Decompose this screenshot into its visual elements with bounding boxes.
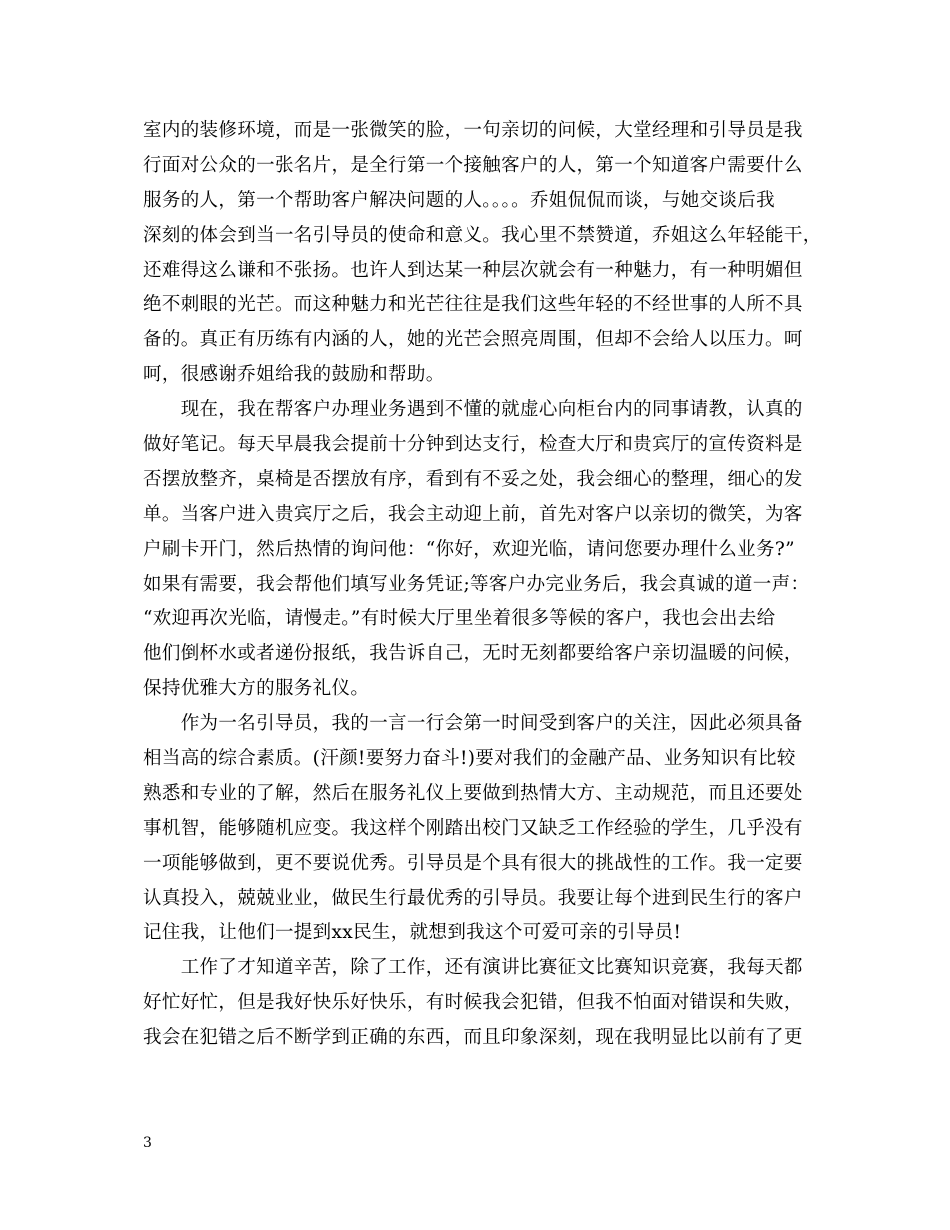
text-line: 单。当客户进入贵宾厅之后，我会主动迎上前，首先对客户以亲切的微笑，为客 bbox=[143, 503, 803, 525]
text-line: 记住我，让他们一提到xx民生，就想到我这个可爱可亲的引导员! bbox=[143, 922, 682, 944]
text-line: 服务的人，第一个帮助客户解决问题的人。。。。乔姐侃侃而谈，与她交谈后我 bbox=[143, 189, 776, 211]
text-line: 一项能够做到，更不要说优秀。引导员是个具有很大的挑战性的工作。我一定要 bbox=[143, 852, 803, 874]
text-line: 深刻的体会到当一名引导员的使命和意义。我心里不禁赞道，乔姐这么年轻能干， bbox=[143, 224, 822, 246]
text-line: 现在，我在帮客户办理业务遇到不懂的就虚心向柜台内的同事请教，认真的 bbox=[143, 399, 803, 421]
text-line: 备的。真正有历练有内涵的人，她的光芒会照亮周围，但却不会给人以压力。呵 bbox=[143, 329, 803, 351]
text-line: 认真投入，兢兢业业，做民生行最优秀的引导员。我要让每个进到民生行的客户 bbox=[143, 887, 803, 909]
text-line: 否摆放整齐，桌椅是否摆放有序，看到有不妥之处，我会细心的整理，细心的发 bbox=[143, 468, 803, 490]
text-line: 如果有需要，我会帮他们填写业务凭证;等客户办完业务后，我会真诚的道一声： bbox=[143, 573, 810, 595]
text-line: 相当高的综合素质。(汗颜!要努力奋斗!)要对我们的金融产品、业务知识有比较 bbox=[143, 748, 796, 770]
text-line: 好忙好忙，但是我好快乐好快乐，有时候我会犯错，但我不怕面对错误和失败， bbox=[143, 992, 803, 1014]
text-line: 行面对公众的一张名片，是全行第一个接触客户的人，第一个知道客户需要什么 bbox=[143, 154, 803, 176]
text-line: 作为一名引导员，我的一言一行会第一时间受到客户的关注，因此必须具备 bbox=[143, 713, 803, 735]
text-line: 室内的装修环境，而是一张微笑的脸，一句亲切的问候，大堂经理和引导员是我 bbox=[143, 120, 803, 141]
text-line: 呵，很感谢乔姐给我的鼓励和帮助。 bbox=[143, 364, 445, 386]
text-line: 熟悉和专业的了解，然后在服务礼仪上要做到热情大方、主动规范，而且还要处 bbox=[143, 782, 803, 804]
text-line: 事机智，能够随机应变。我这样个刚踏出校门又缺乏工作经验的学生，几乎没有 bbox=[143, 817, 803, 839]
text-line: 还难得这么谦和不张扬。也许人到达某一种层次就会有一种魅力，有一种明媚但 bbox=[143, 259, 803, 281]
text-line: 户刷卡开门，然后热情的询问他：“你好，欢迎光临，请问您要办理什么业务?” bbox=[143, 538, 795, 560]
text-line: 做好笔记。每天早晨我会提前十分钟到达支行，检查大厅和贵宾厅的宣传资料是 bbox=[143, 434, 803, 456]
text-line: 他们倒杯水或者递份报纸，我告诉自己，无时无刻都要给客户亲切温暖的问候， bbox=[143, 643, 803, 665]
text-line: “欢迎再次光临，请慢走。”有时候大厅里坐着很多等候的客户，我也会出去给 bbox=[143, 608, 776, 630]
text-line: 保持优雅大方的服务礼仪。 bbox=[143, 678, 370, 700]
body-text bbox=[143, 114, 823, 1056]
text-line: 我会在犯错之后不断学到正确的东西，而且印象深刻，现在我明显比以前有了更 bbox=[143, 1027, 803, 1049]
page-number: 3 bbox=[143, 1135, 152, 1151]
text-line: 绝不刺眼的光芒。而这种魅力和光芒往往是我们这些年轻的不经世事的人所不具 bbox=[143, 294, 803, 316]
text-line: 工作了才知道辛苦，除了工作，还有演讲比赛征文比赛知识竞赛，我每天都 bbox=[143, 957, 803, 979]
